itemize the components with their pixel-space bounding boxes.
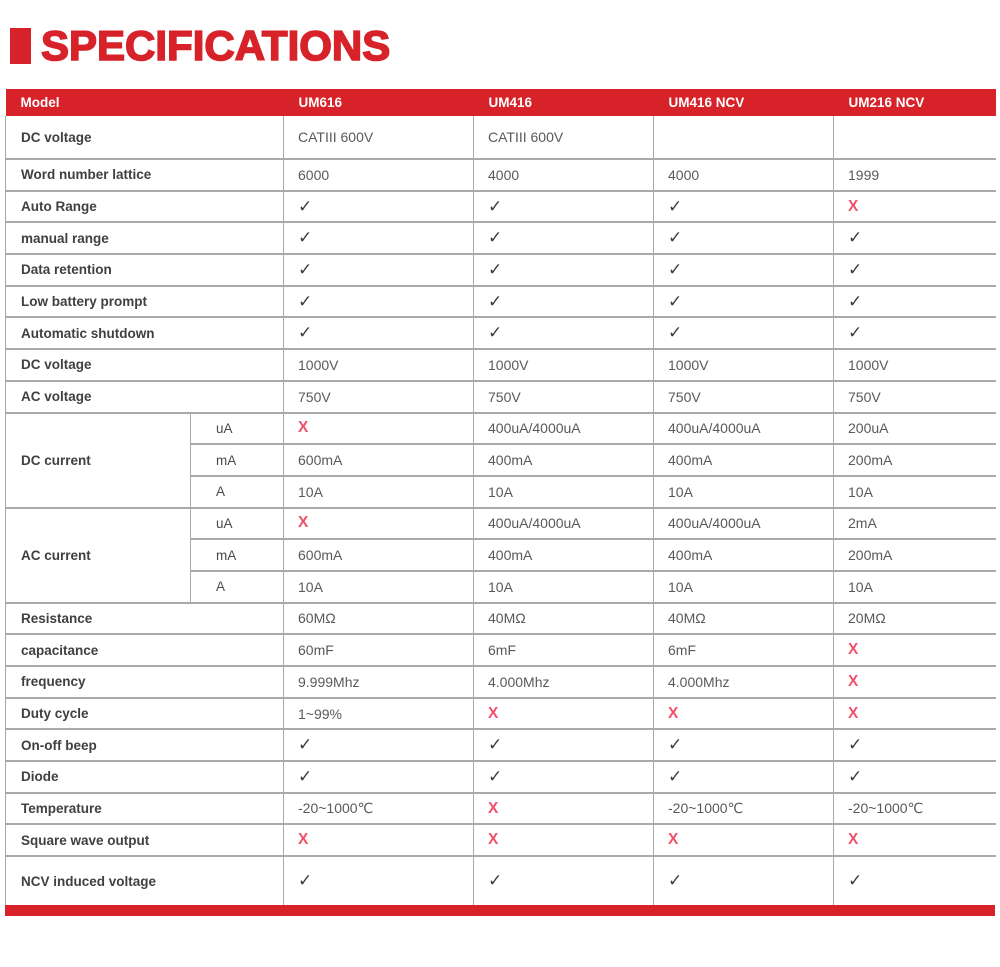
- spec-value: 750V: [474, 381, 654, 413]
- spec-value: 400mA: [474, 539, 654, 571]
- spec-label: NCV induced voltage: [6, 856, 284, 905]
- spec-value: ✓: [834, 729, 996, 761]
- table-row: [6, 729, 996, 761]
- spec-label: Data retention: [6, 254, 284, 286]
- spec-value: X: [474, 793, 654, 825]
- spec-value: ✓: [654, 729, 834, 761]
- spec-value: ✓: [654, 761, 834, 793]
- table-row: [6, 413, 996, 445]
- spec-value: X: [284, 413, 474, 445]
- spec-label: Temperature: [6, 793, 284, 825]
- spec-sublabel: mA: [191, 444, 284, 476]
- spec-value: 400mA: [474, 444, 654, 476]
- spec-value: ✓: [654, 286, 834, 318]
- spec-label: Duty cycle: [6, 698, 284, 730]
- spec-value: X: [834, 824, 996, 856]
- header-um616: UM616: [284, 89, 474, 116]
- spec-value: 750V: [834, 381, 996, 413]
- spec-label: capacitance: [6, 634, 284, 666]
- spec-value: 6000: [284, 159, 474, 191]
- spec-value: 10A: [474, 476, 654, 508]
- spec-value: ✓: [474, 191, 654, 223]
- spec-value: 200uA: [834, 413, 996, 445]
- header-um416: UM416: [474, 89, 654, 116]
- table-row: [6, 508, 996, 540]
- spec-value: ✓: [654, 254, 834, 286]
- spec-value: 10A: [834, 476, 996, 508]
- spec-label: Resistance: [6, 603, 284, 635]
- spec-value: ✓: [474, 317, 654, 349]
- spec-value: ✓: [834, 317, 996, 349]
- spec-value: [654, 116, 834, 159]
- page-title-section: [10, 22, 1000, 69]
- spec-value: 6mF: [654, 634, 834, 666]
- table-row: [6, 222, 996, 254]
- table-row: [6, 317, 996, 349]
- spec-value: 4000: [474, 159, 654, 191]
- table-row: [6, 286, 996, 318]
- spec-value: 4.000Mhz: [654, 666, 834, 698]
- header-um416-ncv: UM416 NCV: [654, 89, 834, 116]
- spec-value: 10A: [474, 571, 654, 603]
- spec-sublabel: uA: [191, 508, 284, 540]
- spec-label: DC voltage: [6, 349, 284, 381]
- page-title: SPECIFICATIONS: [41, 22, 391, 69]
- spec-value: 400uA/4000uA: [654, 413, 834, 445]
- spec-label: DC voltage: [6, 116, 284, 159]
- spec-value: ✓: [834, 761, 996, 793]
- spec-label: On-off beep: [6, 729, 284, 761]
- spec-value: X: [284, 824, 474, 856]
- spec-value: 200mA: [834, 539, 996, 571]
- spec-value: 20MΩ: [834, 603, 996, 635]
- spec-sublabel: A: [191, 476, 284, 508]
- spec-value: 200mA: [834, 444, 996, 476]
- specifications-table: [5, 89, 996, 905]
- spec-value: ✓: [474, 222, 654, 254]
- spec-value: 400mA: [654, 444, 834, 476]
- table-row: [6, 698, 996, 730]
- spec-value: ✓: [474, 729, 654, 761]
- spec-value: ✓: [284, 191, 474, 223]
- table-row: [6, 191, 996, 223]
- header-um216-ncv: UM216 NCV: [834, 89, 996, 116]
- spec-label: Low battery prompt: [6, 286, 284, 318]
- spec-value: X: [654, 698, 834, 730]
- table-row: [6, 349, 996, 381]
- spec-value: ✓: [284, 317, 474, 349]
- table-header-row: [6, 89, 996, 116]
- spec-value: ✓: [474, 286, 654, 318]
- spec-label: AC voltage: [6, 381, 284, 413]
- spec-value: CATIII 600V: [284, 116, 474, 159]
- spec-value: 750V: [284, 381, 474, 413]
- spec-value: X: [284, 508, 474, 540]
- spec-value: CATIII 600V: [474, 116, 654, 159]
- spec-value: 2mA: [834, 508, 996, 540]
- spec-sublabel: uA: [191, 413, 284, 445]
- spec-value: ✓: [284, 856, 474, 905]
- spec-value: ✓: [474, 254, 654, 286]
- spec-value: ✓: [834, 254, 996, 286]
- spec-label: Square wave output: [6, 824, 284, 856]
- spec-value: ✓: [834, 222, 996, 254]
- table-row: [6, 381, 996, 413]
- spec-value: 400uA/4000uA: [654, 508, 834, 540]
- spec-value: ✓: [284, 761, 474, 793]
- table-row: [6, 159, 996, 191]
- table-row: [6, 254, 996, 286]
- spec-value: 10A: [834, 571, 996, 603]
- title-accent-block: [10, 28, 31, 64]
- spec-value: 1000V: [834, 349, 996, 381]
- spec-value: ✓: [834, 856, 996, 905]
- table-row: [6, 116, 996, 159]
- spec-value: X: [834, 191, 996, 223]
- spec-value: 400uA/4000uA: [474, 508, 654, 540]
- spec-value: 10A: [284, 571, 474, 603]
- spec-value: X: [654, 824, 834, 856]
- spec-value: ✓: [284, 286, 474, 318]
- spec-value: X: [834, 634, 996, 666]
- spec-value: [834, 116, 996, 159]
- spec-value: 9.999Mhz: [284, 666, 474, 698]
- table-row: [6, 824, 996, 856]
- spec-value: ✓: [654, 856, 834, 905]
- spec-value: 750V: [654, 381, 834, 413]
- spec-label: frequency: [6, 666, 284, 698]
- table-row: [6, 666, 996, 698]
- spec-value: 10A: [654, 476, 834, 508]
- spec-label: AC current: [6, 508, 191, 603]
- spec-value: 4.000Mhz: [474, 666, 654, 698]
- bottom-accent-bar: [5, 905, 995, 916]
- spec-label: Automatic shutdown: [6, 317, 284, 349]
- spec-sublabel: mA: [191, 539, 284, 571]
- spec-value: 60MΩ: [284, 603, 474, 635]
- spec-value: 60mF: [284, 634, 474, 666]
- spec-value: ✓: [474, 856, 654, 905]
- header-model: Model: [6, 89, 284, 116]
- spec-value: -20~1000℃: [654, 793, 834, 825]
- spec-value: 10A: [654, 571, 834, 603]
- spec-value: 400mA: [654, 539, 834, 571]
- spec-value: ✓: [834, 286, 996, 318]
- spec-value: -20~1000℃: [834, 793, 996, 825]
- spec-value: ✓: [654, 191, 834, 223]
- spec-value: X: [834, 666, 996, 698]
- spec-value: X: [834, 698, 996, 730]
- table-row: [6, 793, 996, 825]
- spec-value: 4000: [654, 159, 834, 191]
- spec-value: 1000V: [284, 349, 474, 381]
- table-row: [6, 634, 996, 666]
- spec-value: 1000V: [474, 349, 654, 381]
- spec-value: 6mF: [474, 634, 654, 666]
- spec-value: 400uA/4000uA: [474, 413, 654, 445]
- spec-value: 600mA: [284, 444, 474, 476]
- spec-value: 40MΩ: [654, 603, 834, 635]
- spec-value: ✓: [284, 729, 474, 761]
- spec-value: 1999: [834, 159, 996, 191]
- table-row: [6, 603, 996, 635]
- spec-label: DC current: [6, 413, 191, 508]
- spec-label: manual range: [6, 222, 284, 254]
- spec-value: -20~1000℃: [284, 793, 474, 825]
- spec-value: 1000V: [654, 349, 834, 381]
- spec-value: 600mA: [284, 539, 474, 571]
- spec-value: ✓: [654, 222, 834, 254]
- spec-value: 10A: [284, 476, 474, 508]
- spec-value: 40MΩ: [474, 603, 654, 635]
- spec-label: Auto Range: [6, 191, 284, 223]
- spec-value: ✓: [654, 317, 834, 349]
- spec-sublabel: A: [191, 571, 284, 603]
- spec-label: Diode: [6, 761, 284, 793]
- table-row: [6, 761, 996, 793]
- spec-value: 1~99%: [284, 698, 474, 730]
- spec-value: ✓: [284, 254, 474, 286]
- table-row: [6, 856, 996, 905]
- spec-value: ✓: [474, 761, 654, 793]
- spec-label: Word number lattice: [6, 159, 284, 191]
- spec-value: ✓: [284, 222, 474, 254]
- spec-value: X: [474, 824, 654, 856]
- spec-value: X: [474, 698, 654, 730]
